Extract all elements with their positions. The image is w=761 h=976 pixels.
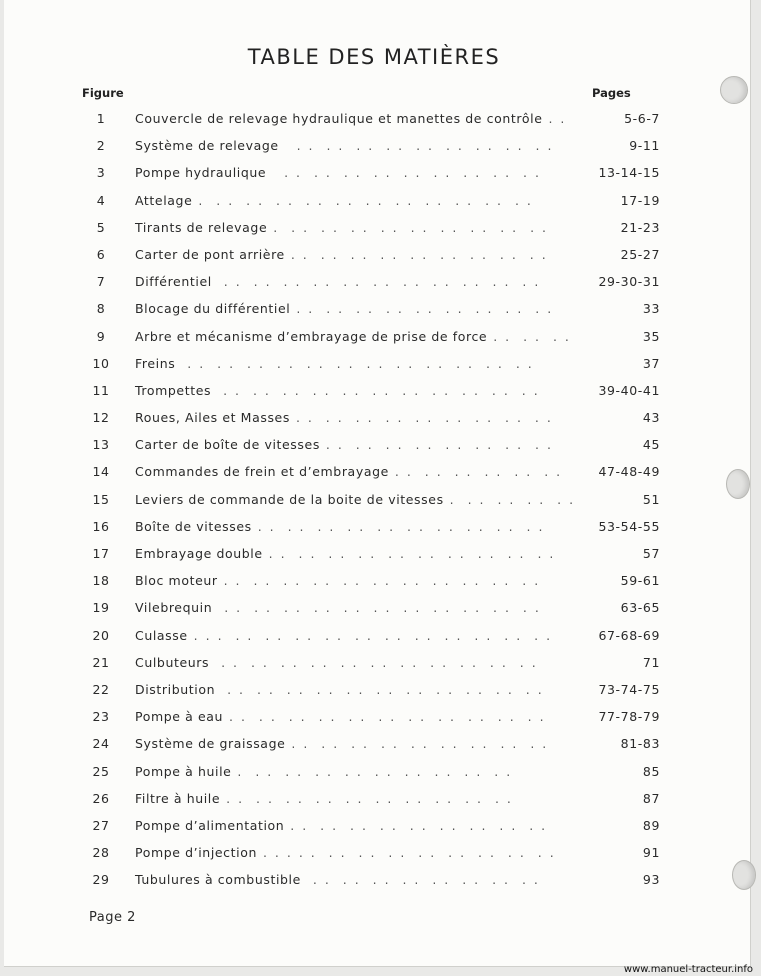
column-header-pages: Pages bbox=[592, 86, 631, 100]
page-reference: 35 bbox=[642, 328, 660, 344]
figure-number: 21 bbox=[92, 654, 110, 670]
page-reference: 47-48-49 bbox=[598, 464, 660, 480]
dot-leader: . . . . . . . . . . . . . . . . . . . . . . bbox=[215, 681, 544, 697]
entry-title: Boîte de vitesses bbox=[135, 518, 252, 534]
page-reference: 45 bbox=[642, 437, 660, 453]
toc-row bbox=[4, 325, 750, 352]
toc-row bbox=[4, 488, 750, 515]
dot-leader: . . . . . . . . . . . . . . . . . . . . . . bbox=[211, 382, 540, 398]
page-reference: 5-6-7 bbox=[624, 111, 660, 126]
entry-title-with-leader bbox=[135, 709, 546, 724]
entry-title: Tubulures à combustible bbox=[135, 872, 301, 888]
entry-title: Tirants de relevage bbox=[135, 219, 268, 235]
entry-title: Pompe d’alimentation bbox=[135, 817, 285, 833]
dot-leader: . . . . . . . . . . . . . . . . . . bbox=[290, 301, 554, 317]
document-page bbox=[4, 0, 751, 967]
page-reference: 71 bbox=[642, 654, 660, 670]
entry-title: Blocage du différentiel bbox=[135, 301, 291, 317]
entry-title-with-leader bbox=[135, 383, 546, 398]
page-reference: 81-83 bbox=[620, 736, 660, 752]
dot-leader: . . . . . . . . . . . . bbox=[388, 464, 563, 480]
dot-leader: . . . . . . . . . . . . . . . . . . bbox=[284, 246, 548, 262]
page-reference: 91 bbox=[642, 845, 660, 861]
page-reference: 57 bbox=[642, 546, 660, 561]
dot-leader: . . . . . . . . . . . . . . . . . . . . . . bbox=[211, 274, 541, 290]
figure-number: 22 bbox=[92, 681, 110, 697]
dot-leader: . . . . . . . . . . . . . . . . . . . . . . bbox=[209, 654, 538, 670]
page-reference: 33 bbox=[642, 301, 660, 317]
page-reference: 17-19 bbox=[620, 192, 660, 208]
dot-leader: . . . . . . . . . . . . . . . . . . . . bbox=[262, 546, 556, 561]
figure-number: 25 bbox=[92, 763, 110, 779]
entry-title-with-leader bbox=[135, 764, 546, 779]
entry-title-with-leader bbox=[135, 328, 571, 344]
toc-row bbox=[4, 841, 750, 868]
entry-title-with-leader bbox=[135, 220, 546, 235]
entry-title: Système de relevage bbox=[135, 138, 279, 154]
entry-title: Attelage bbox=[135, 192, 193, 208]
watermark: www.manuel-tracteur.info bbox=[623, 964, 753, 975]
dot-leader: . . . . . . . . . . . . . . . . bbox=[319, 437, 553, 453]
page-reference: 51 bbox=[642, 491, 660, 507]
page-reference: 21-23 bbox=[620, 219, 660, 235]
page-reference: 43 bbox=[642, 410, 660, 426]
figure-number: 4 bbox=[96, 192, 106, 208]
figure-number: 12 bbox=[92, 410, 110, 426]
page-reference: 89 bbox=[642, 817, 660, 833]
figure-number: 7 bbox=[96, 274, 106, 290]
toc-row bbox=[4, 569, 750, 596]
entry-title: Trompettes bbox=[135, 382, 212, 398]
dot-leader: . . . . . . . . . . . . . . . . . . . . bbox=[220, 790, 513, 806]
toc-row bbox=[4, 624, 750, 651]
figure-number: 1 bbox=[96, 111, 106, 126]
page-footer: Page 2 bbox=[89, 910, 136, 925]
dot-leader: . . . . . . . . . . . . . . . . . . . . . . . bbox=[192, 192, 533, 208]
entry-title: Pompe à huile bbox=[135, 763, 232, 779]
entry-title: Pompe hydraulique bbox=[135, 165, 267, 181]
entry-title: Commandes de frein et d’embrayage bbox=[135, 464, 389, 480]
entry-title-with-leader bbox=[135, 111, 567, 126]
page-reference: 73-74-75 bbox=[598, 681, 660, 697]
entry-title: Freins bbox=[135, 355, 176, 371]
entry-title: Carter de pont arrière bbox=[135, 246, 285, 262]
page-reference: 59-61 bbox=[620, 573, 660, 589]
page-reference: 13-14-15 bbox=[598, 165, 660, 181]
entry-title-with-leader bbox=[135, 193, 546, 208]
entry-title-with-leader bbox=[135, 627, 553, 643]
dot-leader: . . . . . . . . . . . . . . . . . . bbox=[278, 138, 554, 154]
entry-title-with-leader bbox=[135, 519, 546, 534]
entry-title: Leviers de commande de la boite de vitesses bbox=[135, 491, 444, 507]
entry-title: Culbuteurs bbox=[135, 654, 210, 670]
page-reference: 29-30-31 bbox=[598, 274, 660, 290]
entry-title-with-leader bbox=[135, 165, 546, 180]
figure-number: 19 bbox=[92, 600, 110, 616]
punch-hole-icon bbox=[726, 469, 750, 499]
entry-title-with-leader bbox=[135, 138, 554, 154]
page-reference: 53-54-55 bbox=[598, 518, 660, 534]
dot-leader: . . . . . . . . . . . . . . . . . . bbox=[289, 410, 553, 426]
page-reference: 77-78-79 bbox=[598, 709, 660, 725]
toc-row bbox=[4, 107, 750, 134]
entry-title-with-leader bbox=[135, 845, 556, 861]
entry-title: Filtre à huile bbox=[135, 790, 221, 806]
dot-leader: . . . . . . . . . . . . . . . . . . . . bbox=[251, 518, 545, 534]
dot-leader: . . . . . . . . . . . . . . . . . . . bbox=[267, 219, 548, 235]
figure-number: 23 bbox=[92, 709, 110, 725]
entry-title-with-leader bbox=[135, 791, 546, 806]
entry-title-with-leader bbox=[135, 818, 546, 833]
figure-number: 16 bbox=[92, 518, 110, 534]
entry-title: Culasse bbox=[135, 627, 188, 643]
entry-title: Couvercle de relevage hydraulique et manettes de contrôle bbox=[135, 111, 543, 126]
dot-leader: . . . . . . . . . . . . . . . . . . . . . . . . bbox=[175, 355, 534, 371]
figure-number: 2 bbox=[96, 138, 106, 154]
entry-title: Embrayage double bbox=[135, 546, 263, 561]
toc-row bbox=[4, 732, 750, 759]
figure-number: 13 bbox=[92, 437, 110, 453]
entry-title: Pompe à eau bbox=[135, 709, 224, 725]
entry-title: Système de graissage bbox=[135, 736, 286, 752]
figure-number: 3 bbox=[96, 165, 106, 181]
toc-row bbox=[4, 406, 750, 433]
entry-title-with-leader bbox=[135, 410, 553, 426]
page-reference: 85 bbox=[642, 763, 660, 779]
entry-title: Distribution bbox=[135, 681, 216, 697]
figure-number: 27 bbox=[92, 817, 110, 833]
dot-leader: . . bbox=[542, 111, 567, 126]
dot-leader: . . . . . . . . . . . . . . . . . . . . . . bbox=[212, 600, 541, 616]
dot-leader: . . . . . . . . . . . . . . . . . . . . . . bbox=[217, 573, 541, 589]
dot-leader: . . . . . . bbox=[487, 328, 571, 344]
entry-title-with-leader bbox=[135, 682, 546, 697]
entry-title-with-leader bbox=[135, 491, 576, 507]
toc-row bbox=[4, 161, 750, 188]
entry-title: Bloc moteur bbox=[135, 573, 218, 589]
entry-title: Arbre et mécanisme d’embrayage de prise de force bbox=[135, 328, 488, 344]
figure-number: 6 bbox=[96, 246, 106, 262]
toc-row bbox=[4, 651, 750, 678]
figure-number: 8 bbox=[96, 301, 106, 317]
entry-title-with-leader bbox=[135, 437, 553, 453]
toc-row bbox=[4, 678, 750, 705]
entry-title: Pompe d’injection bbox=[135, 845, 257, 861]
page-title: TABLE DES MATIÈRES bbox=[247, 45, 501, 69]
figure-number: 9 bbox=[96, 328, 106, 344]
punch-hole-icon bbox=[732, 860, 756, 890]
entry-title-with-leader bbox=[135, 546, 556, 561]
entry-title: Différentiel bbox=[135, 274, 212, 290]
page-reference: 37 bbox=[642, 355, 660, 371]
page-reference: 63-65 bbox=[620, 600, 660, 616]
page-reference: 9-11 bbox=[629, 138, 660, 154]
toc-row bbox=[4, 542, 750, 569]
dot-leader: . . . . . . . . . . . . . . . . . . . . . . . . . bbox=[187, 627, 553, 643]
entry-title-with-leader bbox=[135, 301, 554, 317]
toc-row bbox=[4, 379, 750, 406]
toc-row bbox=[4, 270, 750, 297]
toc-row bbox=[4, 352, 750, 379]
toc-list bbox=[4, 107, 750, 895]
figure-number: 18 bbox=[92, 573, 110, 589]
toc-row bbox=[4, 814, 750, 841]
page-reference: 25-27 bbox=[620, 246, 660, 262]
entry-title-with-leader bbox=[135, 600, 546, 615]
entry-title-with-leader bbox=[135, 274, 546, 289]
dot-leader: . . . . . . . . . . . . . . . . . . bbox=[285, 736, 549, 752]
punch-hole-icon bbox=[720, 76, 748, 104]
entry-title-with-leader bbox=[135, 247, 546, 262]
entry-title-with-leader bbox=[135, 356, 546, 371]
figure-number: 11 bbox=[92, 382, 110, 398]
dot-leader: . . . . . . . . . bbox=[443, 491, 576, 507]
figure-number: 24 bbox=[92, 736, 110, 752]
toc-row bbox=[4, 596, 750, 623]
entry-title-with-leader bbox=[135, 736, 549, 752]
dot-leader: . . . . . . . . . . . . . . . . . . bbox=[266, 165, 541, 181]
figure-number: 26 bbox=[92, 790, 110, 806]
toc-row bbox=[4, 189, 750, 216]
dot-leader: . . . . . . . . . . . . . . . . . . . . . bbox=[257, 845, 556, 861]
entry-title: Roues, Ailes et Masses bbox=[135, 410, 290, 426]
toc-row bbox=[4, 787, 750, 814]
toc-row bbox=[4, 868, 750, 895]
toc-row bbox=[4, 705, 750, 732]
page-reference: 87 bbox=[642, 790, 660, 806]
figure-number: 10 bbox=[92, 355, 110, 371]
toc-row bbox=[4, 216, 750, 243]
figure-number: 5 bbox=[96, 219, 106, 235]
entry-title: Vilebrequin bbox=[135, 600, 213, 616]
dot-leader: . . . . . . . . . . . . . . . . . . bbox=[284, 817, 548, 833]
page-reference: 39-40-41 bbox=[598, 382, 660, 398]
toc-row bbox=[4, 515, 750, 542]
dot-leader: . . . . . . . . . . . . . . . . . . . . . . bbox=[223, 709, 546, 725]
page-reference: 67-68-69 bbox=[598, 627, 660, 643]
entry-title-with-leader bbox=[135, 655, 546, 670]
entry-title: Carter de boîte de vitesses bbox=[135, 437, 320, 453]
column-header-figure: Figure bbox=[82, 86, 124, 100]
dot-leader: . . . . . . . . . . . . . . . . . . . bbox=[231, 763, 513, 779]
toc-row bbox=[4, 460, 750, 487]
figure-number: 29 bbox=[92, 872, 110, 888]
figure-number: 15 bbox=[92, 491, 110, 507]
toc-row bbox=[4, 243, 750, 270]
entry-title-with-leader bbox=[135, 464, 563, 480]
figure-number: 20 bbox=[92, 627, 110, 643]
figure-number: 17 bbox=[92, 546, 110, 561]
toc-row bbox=[4, 433, 750, 460]
page-reference: 93 bbox=[642, 872, 660, 888]
entry-title-with-leader bbox=[135, 872, 546, 887]
dot-leader: . . . . . . . . . . . . . . . . bbox=[300, 872, 540, 888]
entry-title-with-leader bbox=[135, 573, 546, 588]
figure-number: 14 bbox=[92, 464, 110, 480]
toc-row bbox=[4, 760, 750, 787]
figure-number: 28 bbox=[92, 845, 110, 861]
toc-row bbox=[4, 297, 750, 324]
toc-row bbox=[4, 134, 750, 161]
